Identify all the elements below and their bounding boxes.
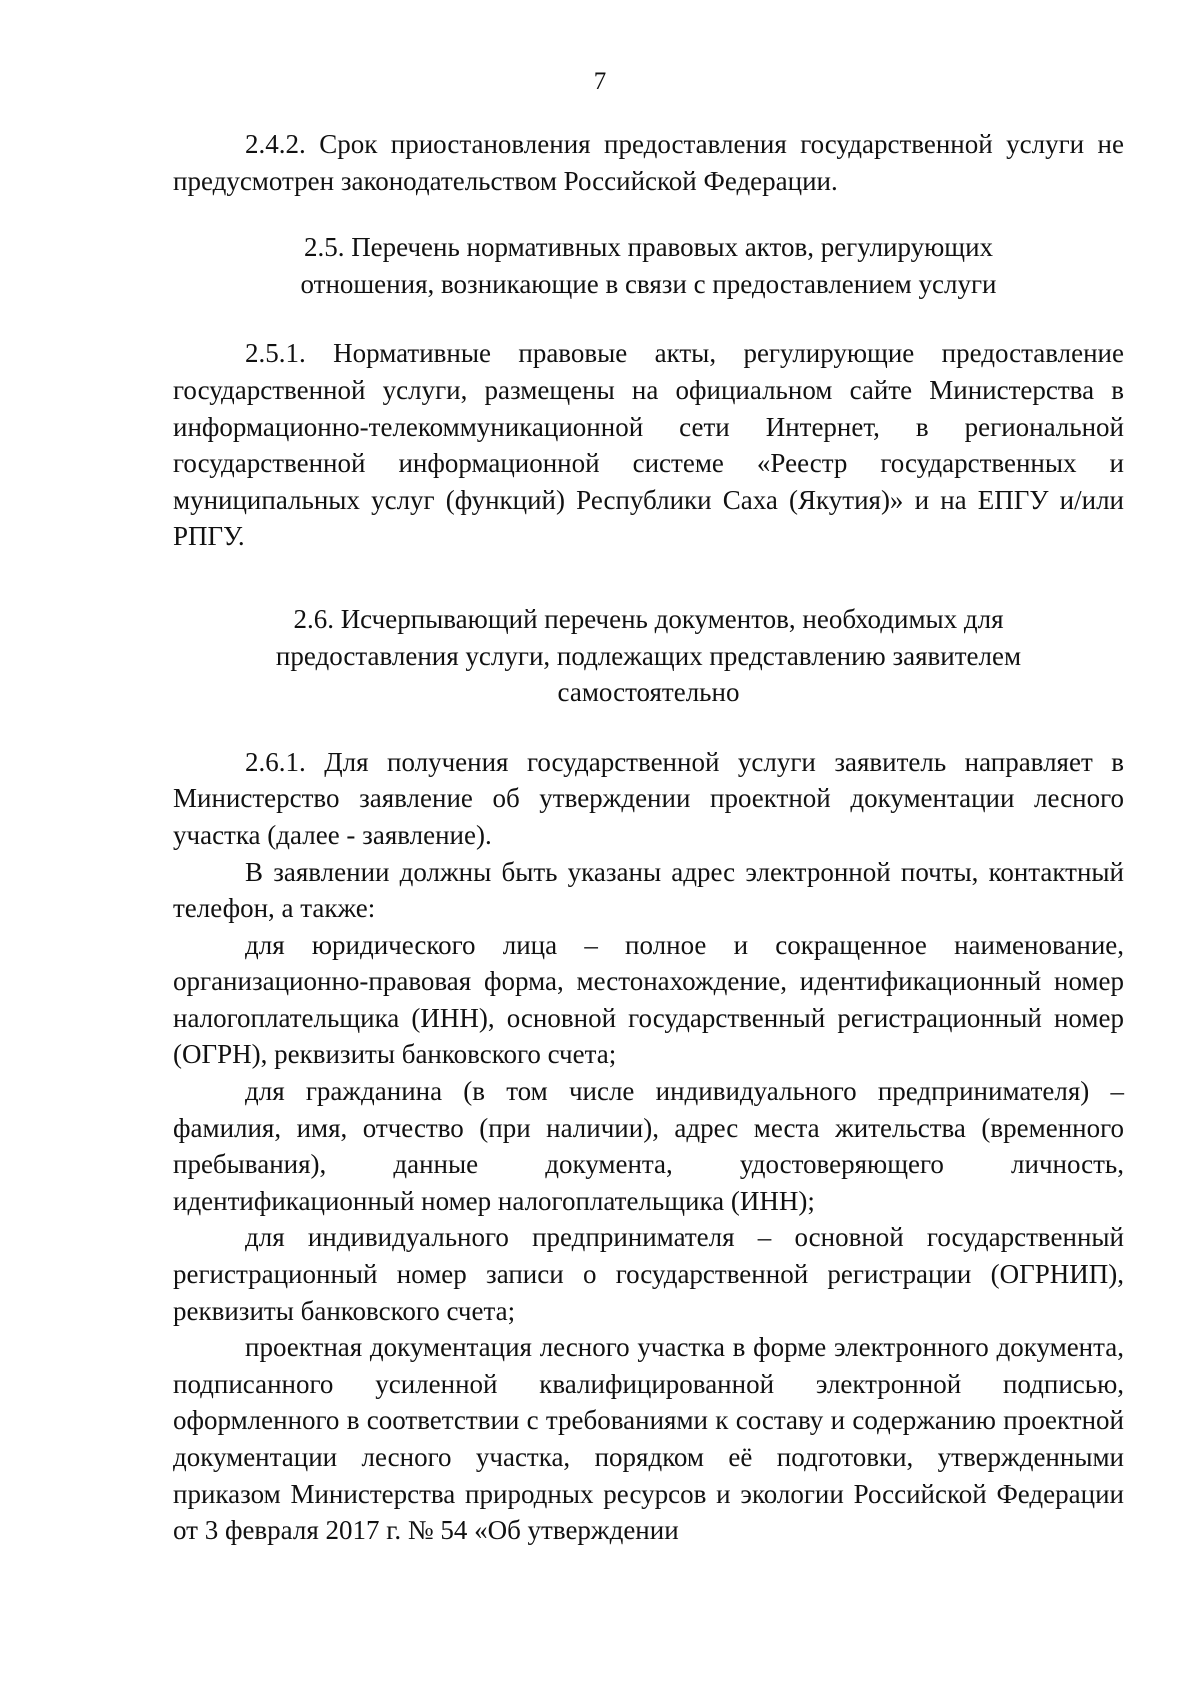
section-heading-2-5: 2.5. Перечень нормативных правовых актов, регулирующих отношения, возникающие в связи с предоставлением услуги	[300, 232, 997, 299]
paragraph-statement-requirements: В заявлении должны быть указаны адрес электронной почты, контактный телефон, а также:	[173, 856, 1124, 924]
paragraph-2-4-2: 2.4.2. Срок приостановления предоставления государственной услуги не предусмотрен законодательством Российской Федерации.	[173, 129, 1124, 196]
paragraph-entrepreneur: для индивидуального предпринимателя – основной государственный регистрационный номер записи о государственной регистрации (ОГРНИП), реквизиты банковского счета;	[173, 1222, 1124, 1326]
paragraph-2-5-1: 2.5.1. Нормативные правовые акты, регулирующие предоставление государственной услуги, размещены на официальном сайте Министерства в информационно-телекоммуникационной сети Интернет, в региональной государственной информационной системе «Реестр государственных и муниципальных услуг (функций) Республики Саха (Якутия)» и на ЕПГУ и/или РПГУ.	[173, 338, 1124, 552]
paragraph-2-6-1: 2.6.1. Для получения государственной услуги заявитель направляет в Министерство заявление об утверждении проектной документации лесного участка (далее - заявление).	[173, 746, 1124, 850]
page-number: 7	[593, 68, 607, 95]
paragraph-citizen: для гражданина (в том числе индивидуального предпринимателя) – фамилия, имя, отчество (при наличии), адрес места жительства (временного пребывания), данные документа, удостоверяющего личность, идентификационный номер налогоплательщика (ИНН);	[173, 1076, 1124, 1216]
document-body	[173, 126, 1124, 1549]
paragraph-legal-entity: для юридического лица – полное и сокращенное наименование, организационно-правовая форма, местонахождение, идентификационный номер налогоплательщика (ИНН), основной государственный регистрационный номер (ОГРН), реквизиты банковского счета;	[173, 929, 1124, 1070]
section-heading-2-6: 2.6. Исчерпывающий перечень документов, необходимых для предоставления услуги, подлежащих представлению заявителем самостоятельно	[275, 603, 1022, 708]
paragraph-project-documentation: проектная документация лесного участка в форме электронного документа, подписанного усиленной квалифицированной электронной подписью, оформленного в соответствии с требованиями к составу и содержанию проектной документации лесного участка, порядком её подготовки, утвержденными приказом Министерства природных ресурсов и экологии Российской Федерации от 3 февраля 2017 г. № 54 «Об утверждении	[173, 1332, 1124, 1546]
